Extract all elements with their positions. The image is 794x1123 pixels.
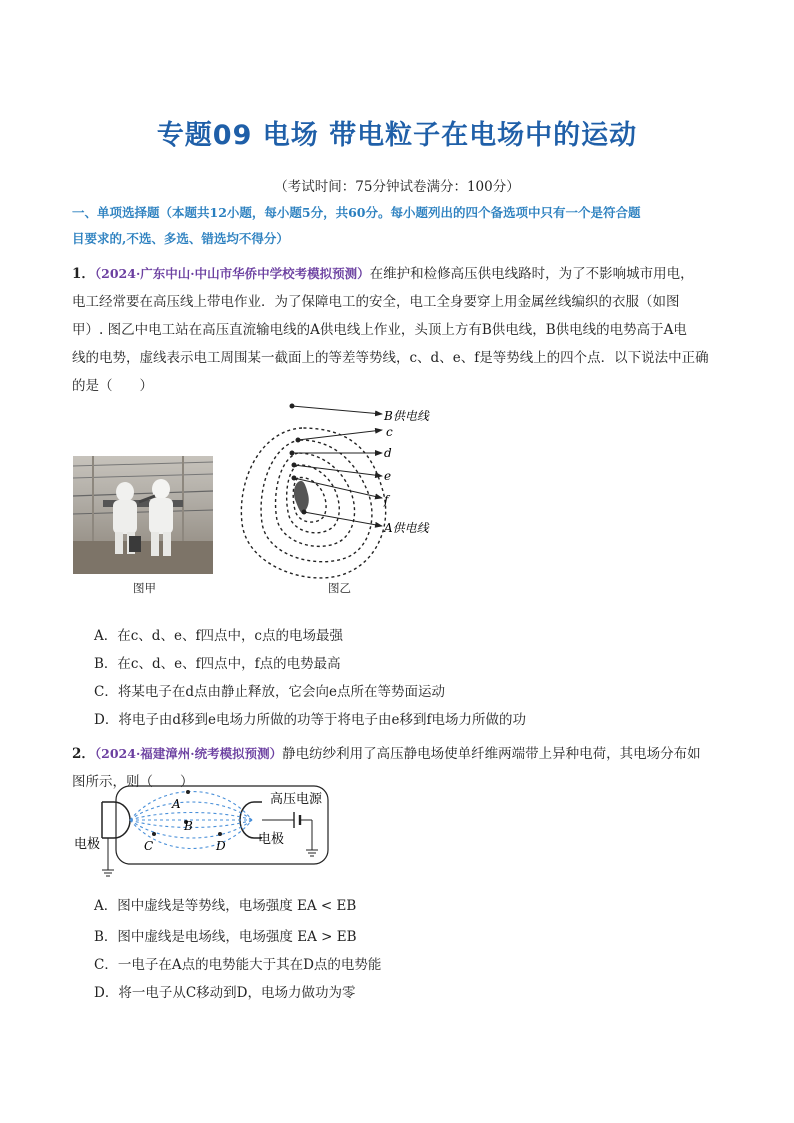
label-e: e [384,469,392,483]
question-text: 在维护和检修高压供电线路时，为了不影响城市用电， [369,266,694,282]
label-c: c [386,425,393,439]
question-1-line-2: 电工经常要在高压线上带电作业．为了保障电工的安全，电工全身要穿上用金属丝线编织的衣服（如图 [72,294,680,310]
section-heading [72,200,732,252]
exam-info: （考试时间：75分钟试卷满分：100分） [274,179,520,195]
question-source: （2024·福建漳州·统考模拟预测） [94,746,283,761]
electrician-silhouette [294,481,309,513]
q2-option-d[interactable]: D．将一电子从C移动到D，电场力做功为零 [94,985,356,1001]
electrician-photo [73,456,213,574]
q2-option-b[interactable]: B．图中虚线是电场线，电场强度 EA > EB [94,929,357,945]
q1-option-d[interactable]: D．将电子由d移到e电场力所做的功等于将电子由e移到f电场力所做的功 [94,712,526,728]
question-2-line-2: 图所示，则（ ） [72,774,194,790]
question-1-line-4: 线的电势，虚线表示电工周围某一截面上的等差等势线，c、d、e、f是等势线上的四个点．以下说法中正确 [72,350,709,366]
power-label: 高压电源 [270,792,323,807]
q1-option-c[interactable]: C．将某电子在d点由静止释放，它会向e点所在等势面运动 [94,684,445,700]
point-a-label: A [172,797,181,811]
point-d-label: D [216,839,226,853]
question-text: 静电纺纱利用了高压静电场使单纤维两端带上异种电荷，其电场分布如 [282,746,701,762]
right-electrode-label: 电极 [258,832,285,847]
equipotential-line-2 [261,440,372,562]
equipotential-line-1 [241,428,385,578]
q2-option-a[interactable]: A．图中虚线是等势线，电场强度 EA < EB [94,898,357,914]
question-1-line-1 [72,260,737,288]
left-electrode-label: 电极 [74,837,101,852]
label-a-line: A供电线 [384,521,429,535]
figure-caption-a: 图甲 [133,581,156,595]
question-number: 2． [72,746,95,762]
q1-option-b[interactable]: B．在c、d、e、f四点中，f点的电势最高 [94,656,341,672]
label-f: f [384,493,389,507]
question-2-line-1 [72,740,737,768]
label-d: d [384,446,392,460]
section-heading-line-1: 一、单项选择题（本题共12小题，每小题5分，共60分。每小题列出的四个备选项中只有一个是符合题 [72,205,641,220]
question-1 [72,260,737,400]
q1-option-a[interactable]: A．在c、d、e、f四点中，c点的电场最强 [94,628,343,644]
q2-option-c[interactable]: C．一电子在A点的电势能大于其在D点的电势能 [94,957,382,973]
equipotential-diagram [232,398,452,583]
page-title: 专题09 电场 带电粒子在电场中的运动 [156,120,638,151]
label-b-line: B供电线 [384,409,429,423]
question-1-line-3: 甲）. 图乙中电工站在高压直流输电线的A供电线上作业，头顶上方有B供电线，B供电线的电势高于A电 [72,322,687,338]
figure-caption-b: 图乙 [328,581,351,595]
question-source: （2024·广东中山·中山市华侨中学校考模拟预测） [94,266,370,281]
question-number: 1． [72,266,95,282]
point-c-label: C [144,839,154,853]
electrospinning-diagram [72,782,352,882]
question-1-line-5: 的是（ ） [72,378,153,394]
point-b-label: B [184,819,193,833]
section-heading-line-2: 目要求的,不选、多选、错选均不得分） [72,231,289,246]
